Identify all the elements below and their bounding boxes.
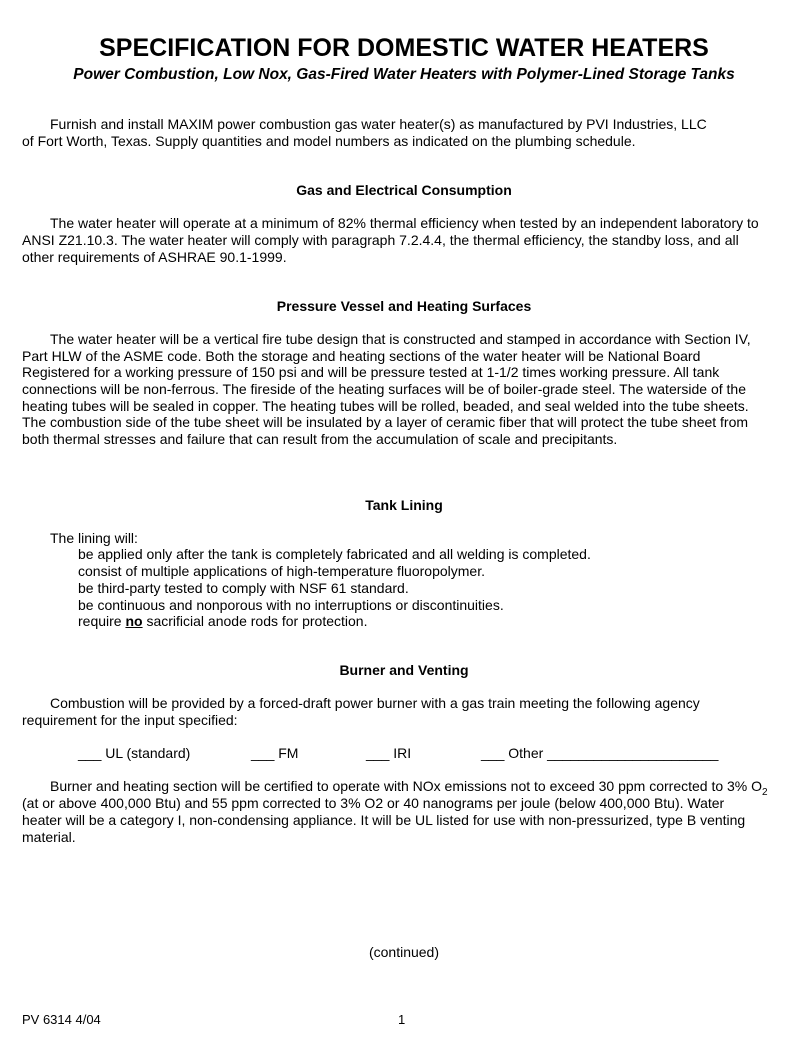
footer-page-number: 1: [398, 1012, 406, 1027]
emissions-line-2: (at or above 400,000 Btu) and 55 ppm corrected to 3% O2 or 40 nanograms per joule (below 400,000 Btu). Water: [22, 795, 725, 811]
lining-item: consist of multiple applications of high-temperature fluoropolymer.: [78, 563, 485, 579]
emissions-line-1-subscript: 2: [762, 786, 768, 798]
page-title: SPECIFICATION FOR DOMESTIC WATER HEATERS: [99, 34, 709, 62]
section-heading-burner: Burner and Venting: [339, 662, 469, 678]
pressure-line: Registered for a working pressure of 150 psi and will be pressure tested at 1-1/2 times working pressure. All tank: [22, 364, 720, 380]
pressure-line: Part HLW of the ASME code. Both the storage and heating sections of the water heater will be National Board: [22, 348, 701, 364]
burner-line-2: requirement for the input specified:: [22, 712, 238, 728]
lining-intro: The lining will:: [50, 530, 138, 546]
pressure-line: connections will be non-ferrous. The fireside of the heating surfaces will be of boiler-grade steel. The waterside of the: [22, 381, 746, 397]
continued-note: (continued): [368, 944, 440, 960]
intro-line-1: Furnish and install MAXIM power combustion gas water heater(s) as manufactured by PVI Industries, LLC: [50, 116, 707, 132]
lining-item: be third-party tested to comply with NSF 61 standard.: [78, 580, 409, 596]
gas-line-2: ANSI Z21.10.3. The water heater will comply with paragraph 7.2.4.4, the thermal efficiency, the standby loss, and all: [22, 232, 739, 248]
agency-option-iri: ___ IRI: [366, 745, 412, 761]
agency-option-other: ___ Other ______________________: [481, 745, 719, 761]
lining-last-suffix: sacrificial anode rods for protection.: [142, 613, 368, 629]
gas-line-1: The water heater will operate at a minimum of 82% thermal efficiency when tested by an independent laboratory to: [50, 215, 759, 231]
lining-last-emphasis: no: [125, 613, 143, 629]
pressure-line: both thermal stresses and failure that can result from the accumulation of scale and precipitants.: [22, 431, 618, 447]
agency-option-fm: ___ FM: [251, 745, 299, 761]
pressure-line: The combustion side of the tube sheet will be insulated by a layer of ceramic fiber that will protect the tube sheet from: [22, 414, 749, 430]
lining-item: be applied only after the tank is completely fabricated and all welding is completed.: [78, 546, 591, 562]
burner-line-1: Combustion will be provided by a forced-draft power burner with a gas train meeting the following agency: [50, 695, 700, 711]
intro-line-2: of Fort Worth, Texas. Supply quantities and model numbers as indicated on the plumbing schedule.: [22, 133, 636, 149]
footer-doc-id: PV 6314 4/04: [22, 1012, 101, 1027]
emissions-line-3: heater will be a category I, non-condensing appliance. It will be UL listed for use with non-pressurized, type B venting: [22, 812, 746, 828]
section-heading-gas: Gas and Electrical Consumption: [296, 182, 512, 198]
gas-line-3: other requirements of ASHRAE 90.1-1999.: [22, 249, 287, 265]
lining-item: be continuous and nonporous with no interruptions or discontinuities.: [78, 597, 504, 613]
pressure-line: heating tubes will be sealed in copper. The heating tubes will be rolled, beaded, and seal welded into the tube sheets.: [22, 398, 749, 414]
emissions-line-4: material.: [22, 829, 76, 845]
lining-last-prefix: require: [78, 613, 126, 629]
section-heading-lining: Tank Lining: [365, 497, 443, 513]
page-subtitle: Power Combustion, Low Nox, Gas-Fired Water Heaters with Polymer-Lined Storage Tanks: [73, 66, 735, 83]
lining-item-last: [78, 613, 367, 630]
emissions-line-1-text: Burner and heating section will be certified to operate with NOx emissions not to exceed 30 ppm corrected to 3% O: [50, 778, 763, 794]
agency-option-ul: ___ UL (standard): [78, 745, 191, 761]
section-heading-pressure: Pressure Vessel and Heating Surfaces: [276, 298, 532, 314]
pressure-line: The water heater will be a vertical fire tube design that is constructed and stamped in accordance with Section IV,: [50, 331, 751, 347]
